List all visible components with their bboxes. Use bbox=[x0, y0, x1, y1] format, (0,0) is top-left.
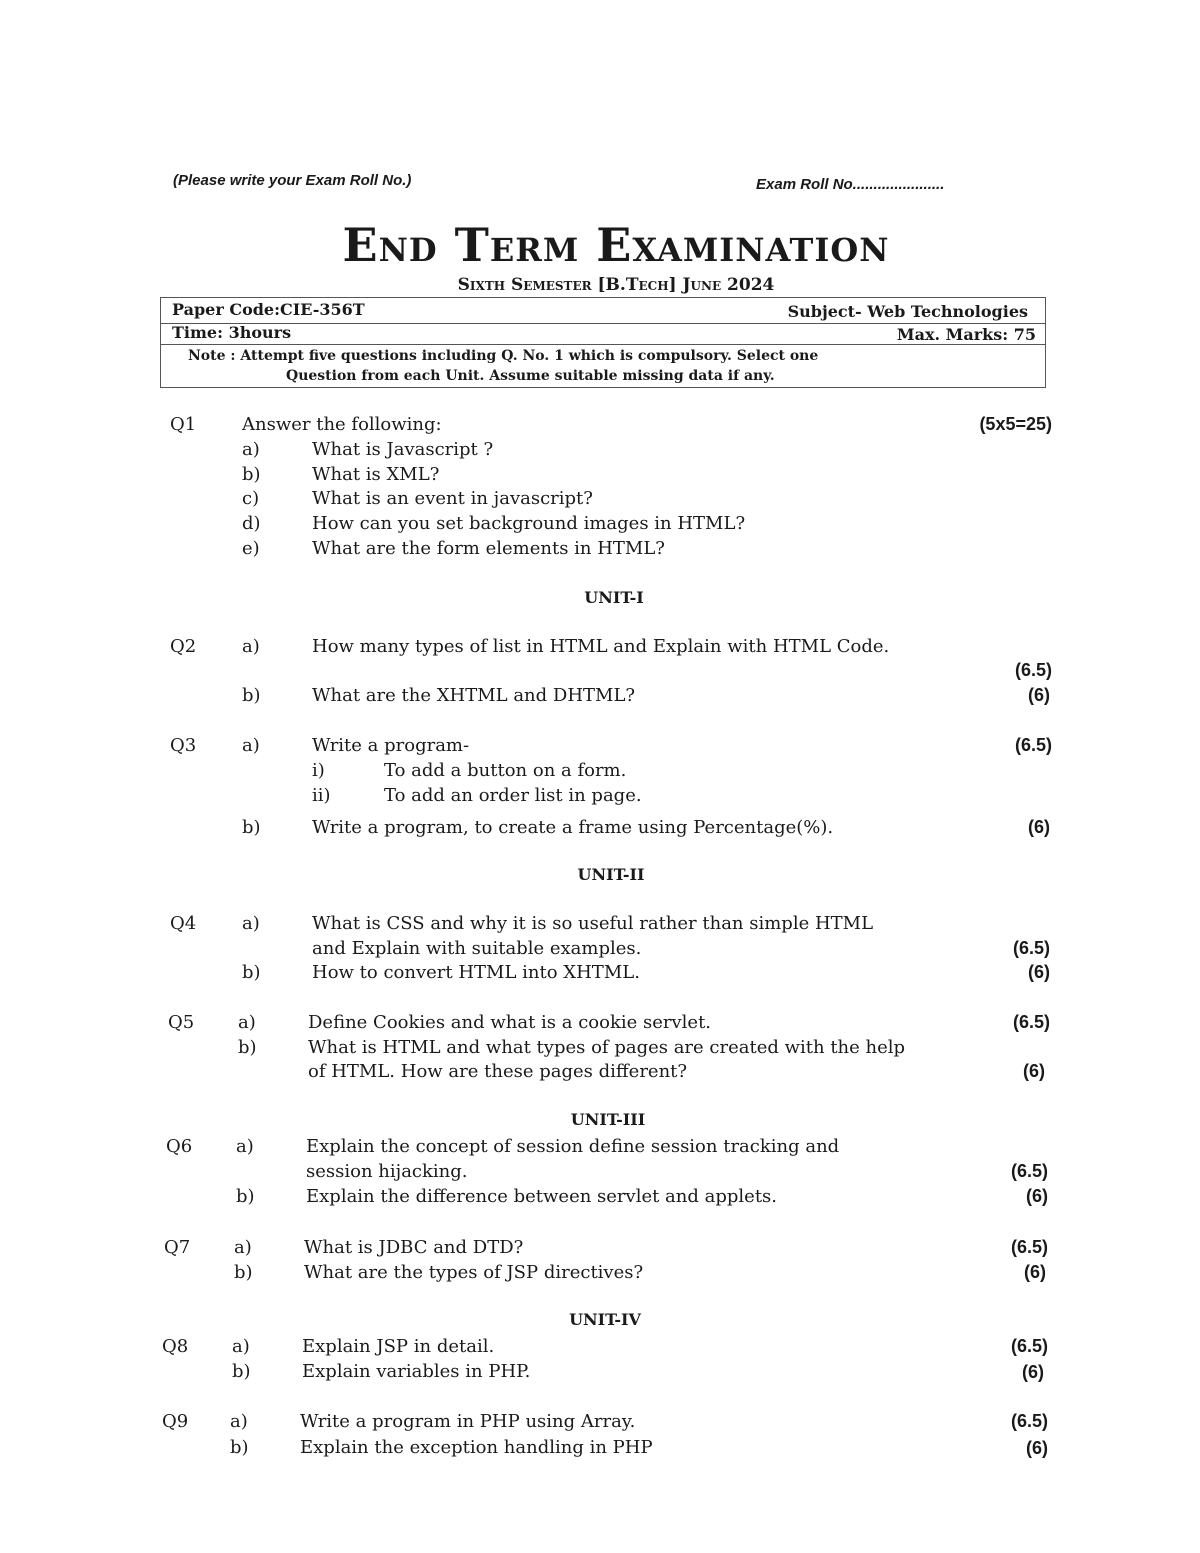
part-label: b) bbox=[234, 1262, 253, 1283]
part-marks: (6) bbox=[1028, 817, 1050, 837]
roll-number-field: Exam Roll No...................... bbox=[756, 176, 945, 193]
part-marks: (6.5) bbox=[1012, 1012, 1050, 1032]
part-label: a) bbox=[232, 1336, 250, 1357]
part-label: c) bbox=[242, 488, 260, 509]
part-text-continued: session hijacking. bbox=[306, 1161, 468, 1182]
part-text: What is XML? bbox=[312, 464, 440, 485]
part-label: e) bbox=[242, 538, 260, 559]
part-text: What are the XHTML and DHTML? bbox=[312, 685, 636, 706]
part-text: Define Cookies and what is a cookie servlet. bbox=[308, 1012, 712, 1033]
part-marks: (6.5) bbox=[1014, 735, 1052, 755]
part-label: a) bbox=[234, 1237, 252, 1258]
part-text: What is CSS and why it is so useful rather than simple HTML bbox=[312, 913, 874, 934]
part-text: Write a program in PHP using Array. bbox=[300, 1411, 636, 1432]
part-label: a) bbox=[238, 1012, 256, 1033]
part-text: What are the types of JSP directives? bbox=[304, 1262, 644, 1283]
question-number: Q1 bbox=[170, 414, 197, 435]
unit-heading: UNIT-II bbox=[577, 865, 645, 884]
part-marks: (6.5) bbox=[1010, 1237, 1048, 1257]
paper-code: Paper Code:CIE-356T bbox=[172, 300, 365, 319]
part-label: b) bbox=[230, 1437, 249, 1458]
question-number: Q4 bbox=[170, 913, 197, 934]
part-text: What is HTML and what types of pages are created with the help bbox=[308, 1037, 906, 1058]
part-text: How can you set background images in HTML? bbox=[312, 513, 746, 534]
part-marks: (6.5) bbox=[1010, 1161, 1048, 1181]
part-text: What is an event in javascript? bbox=[312, 488, 593, 509]
part-text: How to convert HTML into XHTML. bbox=[312, 962, 640, 983]
exam-title: End Term Examination bbox=[342, 218, 890, 272]
subpart-text: To add a button on a form. bbox=[384, 760, 627, 781]
part-text: Write a program, to create a frame using Percentage(%). bbox=[312, 817, 834, 838]
part-marks: (6) bbox=[1028, 962, 1050, 982]
note-line-1: Note : Attempt five questions including Q. No. 1 which is compulsory. Select one bbox=[188, 348, 819, 364]
part-label: a) bbox=[236, 1136, 254, 1157]
part-marks: (6) bbox=[1026, 1438, 1048, 1458]
part-label: b) bbox=[232, 1361, 251, 1382]
question-number: Q5 bbox=[168, 1012, 195, 1033]
unit-heading: UNIT-IV bbox=[569, 1310, 641, 1329]
part-text: Explain the concept of session define session tracking and bbox=[306, 1136, 840, 1157]
question-number: Q8 bbox=[162, 1336, 189, 1357]
part-text: Explain the difference between servlet and applets. bbox=[306, 1186, 778, 1207]
part-label: b) bbox=[242, 685, 261, 706]
question-number: Q9 bbox=[162, 1411, 189, 1432]
part-text: What is Javascript ? bbox=[312, 439, 494, 460]
part-marks: (6.5) bbox=[1010, 1336, 1048, 1356]
part-marks: (6.5) bbox=[1014, 660, 1052, 680]
part-marks: (6.5) bbox=[1012, 938, 1050, 958]
part-label: a) bbox=[242, 439, 260, 460]
part-marks: (6) bbox=[1022, 1362, 1044, 1382]
part-label: d) bbox=[242, 513, 261, 534]
subpart-text: To add an order list in page. bbox=[384, 785, 642, 806]
unit-heading: UNIT-I bbox=[584, 588, 644, 607]
exam-time: Time: 3hours bbox=[172, 323, 292, 342]
part-text: How many types of list in HTML and Explain with HTML Code. bbox=[312, 636, 890, 657]
part-label: b) bbox=[236, 1186, 255, 1207]
roll-number-note: (Please write your Exam Roll No.) bbox=[173, 172, 412, 189]
unit-heading: UNIT-III bbox=[570, 1110, 646, 1129]
part-marks: (6) bbox=[1023, 1061, 1045, 1081]
part-text: Explain variables in PHP. bbox=[302, 1361, 531, 1382]
exam-subtitle: Sixth Semester [B.Tech] June 2024 bbox=[457, 275, 775, 295]
part-text: What is JDBC and DTD? bbox=[304, 1237, 524, 1258]
part-label: b) bbox=[242, 817, 261, 838]
part-marks: (6.5) bbox=[1010, 1411, 1048, 1431]
question-marks: (5x5=25) bbox=[979, 414, 1052, 434]
question-number: Q3 bbox=[170, 735, 197, 756]
question-text: Answer the following: bbox=[242, 414, 442, 435]
subject: Subject- Web Technologies bbox=[787, 302, 1028, 321]
subpart-label: i) bbox=[312, 760, 325, 781]
part-label: a) bbox=[242, 913, 260, 934]
question-number: Q2 bbox=[170, 636, 197, 657]
part-label: a) bbox=[242, 636, 260, 657]
part-label: a) bbox=[230, 1411, 248, 1432]
part-label: b) bbox=[242, 464, 261, 485]
part-text: Write a program- bbox=[312, 735, 470, 756]
part-text-continued: and Explain with suitable examples. bbox=[312, 938, 642, 959]
note-line-2: Question from each Unit. Assume suitable missing data if any. bbox=[286, 368, 775, 384]
part-marks: (6) bbox=[1028, 685, 1050, 705]
part-text: What are the form elements in HTML? bbox=[312, 538, 665, 559]
max-marks: Max. Marks: 75 bbox=[896, 325, 1036, 344]
part-label: a) bbox=[242, 735, 260, 756]
subpart-label: ii) bbox=[312, 785, 331, 806]
part-label: b) bbox=[238, 1037, 257, 1058]
part-text: Explain the exception handling in PHP bbox=[300, 1437, 653, 1458]
part-label: b) bbox=[242, 962, 261, 983]
part-text: Explain JSP in detail. bbox=[302, 1336, 495, 1357]
question-number: Q6 bbox=[166, 1136, 193, 1157]
part-marks: (6) bbox=[1026, 1186, 1048, 1206]
question-number: Q7 bbox=[164, 1237, 191, 1258]
part-marks: (6) bbox=[1024, 1262, 1046, 1282]
part-text-continued: of HTML. How are these pages different? bbox=[308, 1061, 688, 1082]
